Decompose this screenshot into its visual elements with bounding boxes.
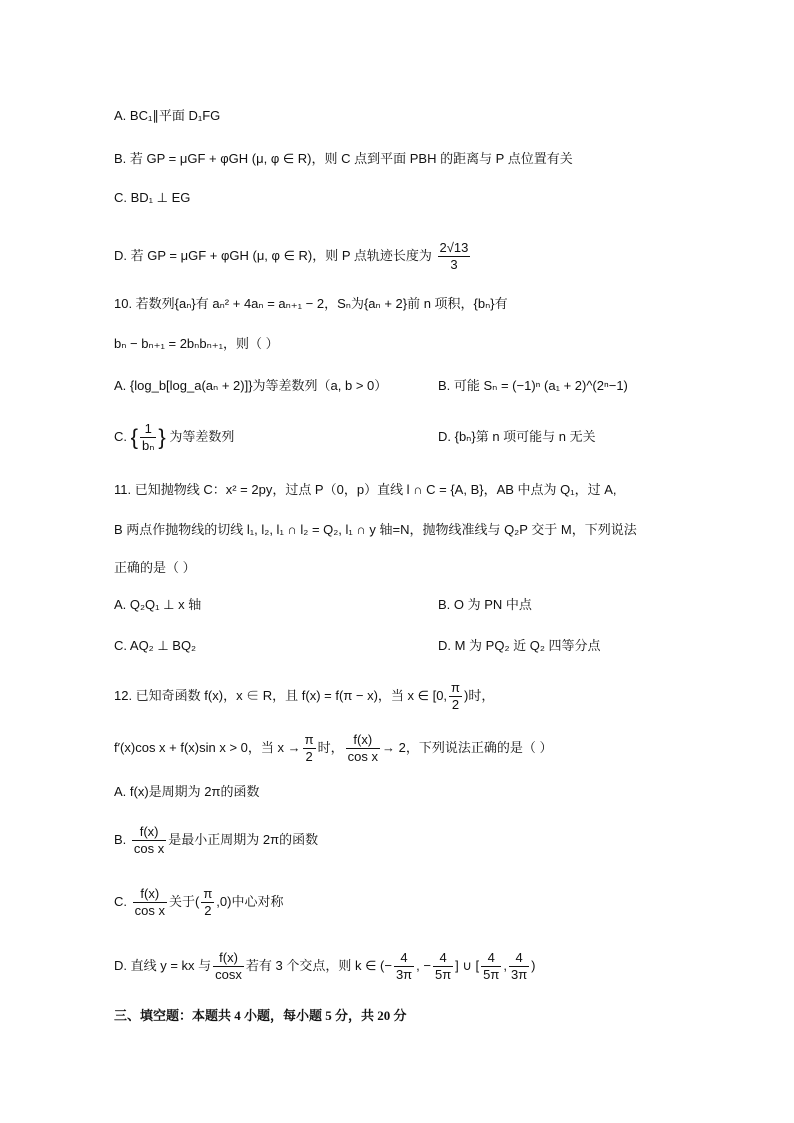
section-3-heading: 三、填空题：本题共 4 小题，每小题 5 分，共 20 分 xyxy=(114,1008,407,1023)
q10-option-c xyxy=(114,419,234,456)
q12-option-d-end: ) xyxy=(531,958,536,973)
fraction-numerator: f(x) xyxy=(346,732,380,749)
q9-option-d xyxy=(114,238,472,274)
q12-stem-line1-fraction xyxy=(449,680,462,713)
q12-option-b-label: B. xyxy=(114,832,127,847)
q12-option-c-label: C. xyxy=(114,894,127,909)
q12-stem-line1-text: 12. 已知奇函数 f(x)，x ∈ R，且 f(x) = f(π − x)，当 x ∈ [0, xyxy=(114,688,448,703)
q11-stem-line1: 11. 已知抛物线 C：x² = 2py，过点 P（0，p）直线 l ∩ C = {A, B}，AB 中点为 Q₁，过 A, xyxy=(114,482,617,497)
q12-option-b xyxy=(114,822,318,858)
q11-stem-line3: 正确的是（ ） xyxy=(114,560,196,575)
q12-stem-line2 xyxy=(114,730,552,766)
fraction-numerator: 1 xyxy=(140,421,156,438)
left-brace: { xyxy=(130,424,138,450)
q12-stem-line2-fraction-1 xyxy=(303,732,316,765)
fraction-denominator: 2 xyxy=(451,697,460,713)
fraction-denominator: 3π xyxy=(395,967,413,983)
fraction-numerator: f(x) xyxy=(213,950,244,967)
q12-stem-line2-fraction-2 xyxy=(346,732,380,765)
q10-stem-line2: bₙ − bₙ₊₁ = 2bₙbₙ₊₁，则（ ） xyxy=(114,336,279,351)
q12-option-d-fraction-fx xyxy=(213,950,244,983)
q11-option-a: A. Q₂Q₁ ⊥ x 轴 xyxy=(114,597,202,612)
q12-option-d xyxy=(114,948,536,984)
q11-stem-line2: B 两点作抛物线的切线 l₁, l₂, l₁ ∩ l₂ = Q₂, l₁ ∩ y 轴=N，抛物线准线与 Q₂P 交于 M，下列说法 xyxy=(114,522,637,537)
q12-option-a: A. f(x)是周期为 2π的函数 xyxy=(114,784,260,799)
fraction-numerator: π xyxy=(203,886,213,902)
right-brace: } xyxy=(158,424,166,450)
q9-option-b: B. 若 GP = μGF + φGH (μ, φ ∈ R)，则 C 点到平面 PBH 的距离与 P 点位置有关 xyxy=(114,151,573,166)
q10-option-c-label: C. xyxy=(114,429,127,444)
q12-option-d-mid: 若有 3 个交点，则 k ∈ (− xyxy=(245,958,392,973)
q12-option-d-union: ] ∪ [ xyxy=(455,958,480,973)
q12-option-d-fraction-1 xyxy=(394,950,414,983)
fraction-denominator: 5π xyxy=(483,967,500,983)
q12-option-b-text: 是最小正周期为 2π的函数 xyxy=(168,832,319,847)
q12-stem-line2-tail: → 2，下列说法正确的是（ ） xyxy=(381,740,553,755)
fraction-numerator: 4 xyxy=(394,950,414,967)
q9-option-a: A. BC₁∥平面 D₁FG xyxy=(114,108,221,123)
q12-option-d-text: D. 直线 y = kx 与 xyxy=(114,958,212,973)
q12-option-c xyxy=(114,884,283,920)
q10-option-d: D. {bₙ}第 n 项可能与 n 无关 xyxy=(438,429,596,444)
fraction-numerator: 4 xyxy=(481,950,501,967)
fraction-numerator: 4 xyxy=(433,950,453,967)
fraction-numerator: 2√13 xyxy=(439,240,469,256)
fraction-numerator: f(x) xyxy=(132,824,166,841)
fraction-denominator: bₙ xyxy=(141,438,155,454)
q12-option-c-fraction-2 xyxy=(201,886,214,919)
fraction-denominator: cos x xyxy=(347,749,378,765)
q10-option-c-fraction xyxy=(140,421,156,454)
fraction-denominator: cosx xyxy=(215,967,242,983)
q12-option-d-fraction-2 xyxy=(433,950,453,983)
q10-option-a: A. {log_b[log_a(aₙ + 2)]}为等差数列（a, b > 0） xyxy=(114,378,388,393)
q12-option-d-fraction-3 xyxy=(481,950,501,983)
fraction-numerator: π xyxy=(304,732,314,748)
fraction-denominator: 3π xyxy=(510,967,528,983)
q12-option-c-mid: 关于( xyxy=(168,894,200,909)
q12-option-d-sep1: , − xyxy=(416,958,431,973)
q12-option-d-sep2: , xyxy=(503,958,507,973)
q12-stem-line1 xyxy=(114,678,494,714)
q11-option-b: B. O 为 PN 中点 xyxy=(438,597,532,612)
q10-option-c-text: 为等差数列 xyxy=(169,429,235,444)
q12-stem-line1-tail: )时， xyxy=(464,688,495,703)
fraction-denominator: cos x xyxy=(133,841,165,857)
fraction-numerator: π xyxy=(451,680,461,696)
fraction-denominator: cos x xyxy=(134,903,165,919)
fraction-denominator: 2 xyxy=(204,903,212,919)
fraction-denominator: 2 xyxy=(305,749,313,765)
q12-stem-line2-mid: 时， xyxy=(317,740,344,755)
q9-option-d-text: D. 若 GP = μGF + φGH (μ, φ ∈ R)，则 P 点轨迹长度为 xyxy=(114,248,432,263)
fraction-denominator: 5π xyxy=(434,967,452,983)
q12-option-b-fraction xyxy=(132,824,166,857)
q10-stem-line1: 10. 若数列{aₙ}有 aₙ² + 4aₙ = aₙ₊₁ − 2，Sₙ为{aₙ + 2}前 n 项积，{bₙ}有 xyxy=(114,296,508,311)
q9-option-d-fraction xyxy=(438,240,471,273)
q11-option-c: C. AQ₂ ⊥ BQ₂ xyxy=(114,638,197,653)
q10-option-b: B. 可能 Sₙ = (−1)ⁿ (a₁ + 2)^(2ⁿ−1) xyxy=(438,378,628,393)
fraction-numerator: 4 xyxy=(509,950,529,967)
q12-option-c-fraction xyxy=(133,886,167,919)
q11-option-d: D. M 为 PQ₂ 近 Q₂ 四等分点 xyxy=(438,638,601,653)
q12-option-c-tail: ,0)中心对称 xyxy=(216,894,284,909)
q12-option-d-fraction-4 xyxy=(509,950,529,983)
fraction-denominator: 3 xyxy=(450,257,458,273)
q9-option-c: C. BD₁ ⊥ EG xyxy=(114,190,191,205)
q12-stem-line2-text: f′(x)cos x + f(x)sin x > 0，当 x → xyxy=(114,740,301,755)
fraction-numerator: f(x) xyxy=(133,886,167,903)
